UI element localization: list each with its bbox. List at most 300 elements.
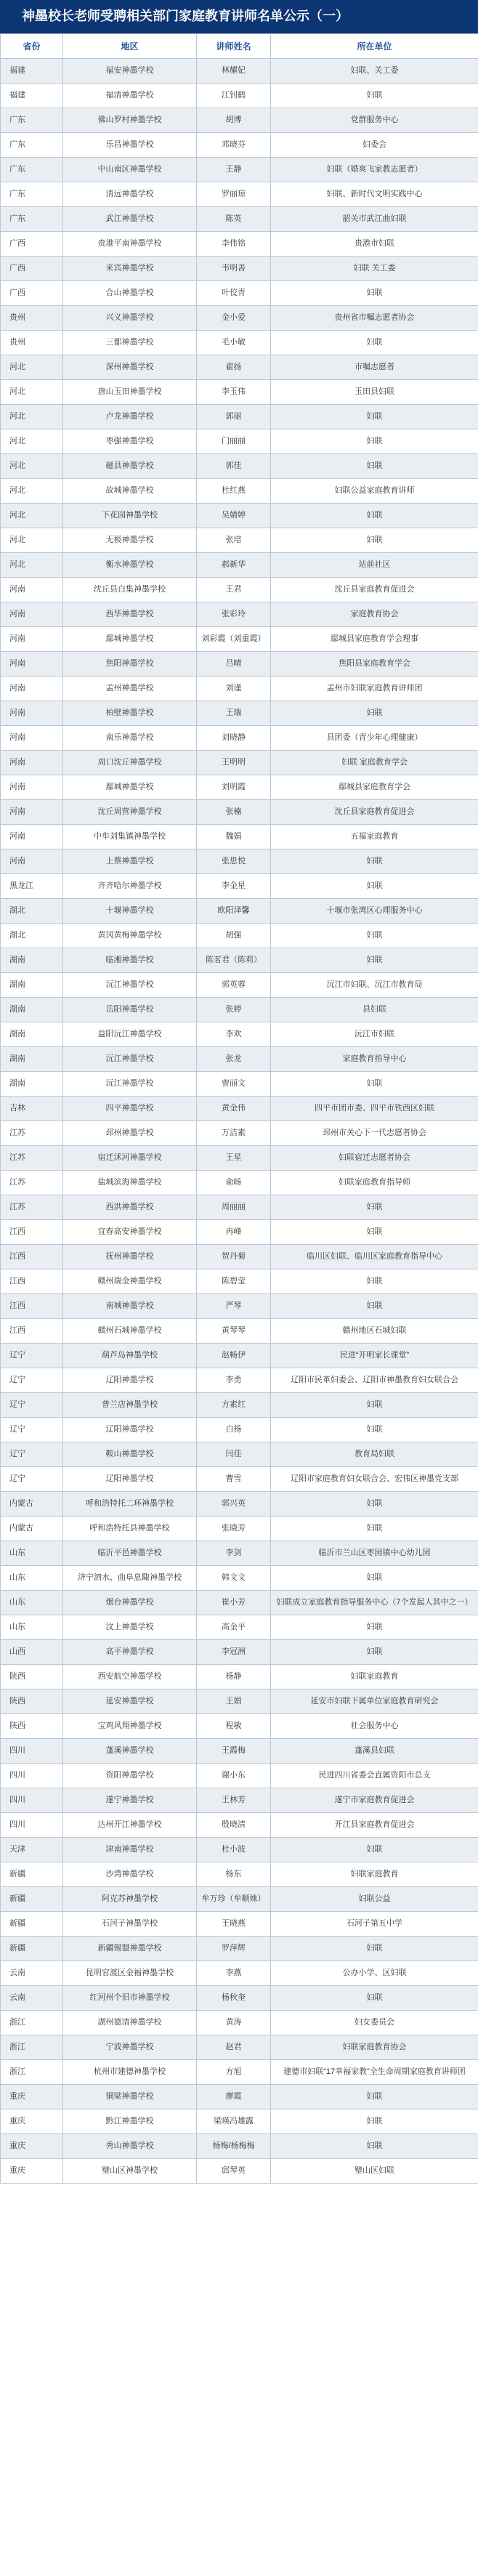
cell-region: 延安神墨学校: [63, 1689, 197, 1714]
cell-region: 达州开江神墨学校: [63, 1813, 197, 1838]
cell-province: 河南: [1, 849, 63, 874]
cell-region: 衡水神墨学校: [63, 553, 197, 578]
cell-region: 红河州个旧市神墨学校: [63, 1986, 197, 2011]
table-row: [1, 1319, 478, 1344]
cell-province: 内蒙古: [1, 1492, 63, 1517]
table-row: [1, 1146, 478, 1171]
cell-region: 唐山玉田神墨学校: [63, 380, 197, 405]
cell-province: 河北: [1, 553, 63, 578]
cell-lecturer-name: 张思悦: [197, 849, 271, 874]
table-row: [1, 751, 478, 775]
cell-region: 普兰店神墨学校: [63, 1393, 197, 1418]
cell-organization: 妇联: [271, 84, 478, 108]
cell-region: 宿迁沭河神墨学校: [63, 1146, 197, 1171]
cell-lecturer-name: 吴婧婷: [197, 504, 271, 528]
cell-organization: 贵州省市嘱志愿者协会: [271, 306, 478, 331]
cell-organization: 妇联: [271, 1615, 478, 1640]
cell-lecturer-name: 方旭: [197, 2060, 271, 2085]
cell-organization: 妇联: [271, 874, 478, 899]
cell-province: 四川: [1, 1788, 63, 1813]
cell-lecturer-name: 闫佳: [197, 1442, 271, 1467]
cell-region: 葫芦岛神墨学校: [63, 1344, 197, 1368]
cell-province: 辽宁: [1, 1418, 63, 1442]
cell-organization: 沅江市妇联、沅江市教育局: [271, 973, 478, 998]
cell-province: 浙江: [1, 2011, 63, 2035]
cell-lecturer-name: 王明明: [197, 751, 271, 775]
cell-province: 辽宁: [1, 1368, 63, 1393]
cell-lecturer-name: 李伟铭: [197, 232, 271, 257]
cell-organization: 妇联: [271, 1986, 478, 2011]
cell-lecturer-name: 陈英: [197, 207, 271, 232]
cell-lecturer-name: 李勇: [197, 1368, 271, 1393]
table-row: [1, 1121, 478, 1146]
cell-region: 汶上神墨学校: [63, 1615, 197, 1640]
cell-organization: 邳州市关心下一代志愿者协会: [271, 1121, 478, 1146]
cell-lecturer-name: 陈碧莹: [197, 1269, 271, 1294]
cell-organization: 县妇联: [271, 998, 478, 1022]
cell-lecturer-name: 刘明霞: [197, 775, 271, 800]
cell-lecturer-name: 高金平: [197, 1615, 271, 1640]
cell-organization: 妇联家庭教育协会: [271, 2035, 478, 2060]
cell-province: 新疆: [1, 1862, 63, 1887]
cell-province: 河南: [1, 627, 63, 652]
cell-region: 中山南区神墨学校: [63, 158, 197, 182]
cell-lecturer-name: 俞旸: [197, 1171, 271, 1195]
cell-lecturer-name: 黄琴琴: [197, 1319, 271, 1344]
table-row: [1, 1788, 478, 1813]
cell-organization: 孟州市妇联家庭教育讲师团: [271, 677, 478, 701]
cell-lecturer-name: 吕晴: [197, 652, 271, 677]
cell-province: 江苏: [1, 1195, 63, 1220]
cell-organization: 党群服务中心: [271, 108, 478, 133]
table-row: [1, 1492, 478, 1517]
cell-region: 新疆锡盟神墨学校: [63, 1937, 197, 1961]
cell-province: 河南: [1, 578, 63, 602]
cell-region: 辽阳神墨学校: [63, 1418, 197, 1442]
cell-lecturer-name: 陈茗君（陈莉）: [197, 948, 271, 973]
table-row: [1, 874, 478, 899]
cell-lecturer-name: 王晓燕: [197, 1912, 271, 1937]
cell-region: 秀山神墨学校: [63, 2134, 197, 2159]
cell-lecturer-name: 张婷: [197, 998, 271, 1022]
cell-organization: 妇联: [271, 2085, 478, 2109]
lecturer-table: [0, 33, 478, 2184]
cell-region: 辽阳神墨学校: [63, 1467, 197, 1492]
table-row: [1, 677, 478, 701]
table-row: [1, 627, 478, 652]
cell-region: 盐城滨海神墨学校: [63, 1171, 197, 1195]
cell-organization: 公办小学、区妇联: [271, 1961, 478, 1986]
cell-region: 十堰神墨学校: [63, 899, 197, 924]
cell-region: 邳州神墨学校: [63, 1121, 197, 1146]
cell-province: 广东: [1, 158, 63, 182]
cell-province: 河北: [1, 380, 63, 405]
cell-region: 西安航空神墨学校: [63, 1665, 197, 1689]
cell-province: 重庆: [1, 2159, 63, 2184]
table-row: [1, 1887, 478, 1912]
cell-lecturer-name: 王星: [197, 1146, 271, 1171]
cell-province: 广西: [1, 232, 63, 257]
cell-lecturer-name: 邱琴英: [197, 2159, 271, 2184]
cell-organization: 焦阳县家庭教育学会: [271, 652, 478, 677]
table-row: [1, 1862, 478, 1887]
cell-province: 新疆: [1, 1887, 63, 1912]
cell-province: 湖南: [1, 1047, 63, 1072]
cell-province: 福建: [1, 84, 63, 108]
cell-organization: 市嘱志愿者: [271, 355, 478, 380]
cell-region: 蓬溪神墨学校: [63, 1739, 197, 1764]
cell-province: 山东: [1, 1615, 63, 1640]
cell-province: 重庆: [1, 2109, 63, 2134]
cell-region: 抚州神墨学校: [63, 1245, 197, 1269]
cell-region: 沙湾神墨学校: [63, 1862, 197, 1887]
cell-lecturer-name: 邓晓芬: [197, 133, 271, 158]
table-row: [1, 825, 478, 849]
cell-region: 孟州神墨学校: [63, 677, 197, 701]
cell-region: 遂宁神墨学校: [63, 1788, 197, 1813]
table-row: [1, 528, 478, 553]
table-row: [1, 775, 478, 800]
cell-organization: 妇联、关工委: [271, 59, 478, 84]
cell-organization: 妇联: [271, 1294, 478, 1319]
cell-lecturer-name: 张龙: [197, 1047, 271, 1072]
cell-region: 津南神墨学校: [63, 1838, 197, 1862]
table-row: [1, 1961, 478, 1986]
cell-lecturer-name: 周丽丽: [197, 1195, 271, 1220]
cell-organization: 妇联: [271, 331, 478, 355]
cell-province: 山东: [1, 1566, 63, 1591]
cell-province: 江西: [1, 1319, 63, 1344]
cell-lecturer-name: 郭佳: [197, 454, 271, 479]
table-row: [1, 1195, 478, 1220]
cell-lecturer-name: 王霞梅: [197, 1739, 271, 1764]
cell-region: 沅江神墨学校: [63, 1047, 197, 1072]
cell-organization: 妇联: [271, 1492, 478, 1517]
cell-lecturer-name: 杨秋奎: [197, 1986, 271, 2011]
cell-region: 周口沈丘神墨学校: [63, 751, 197, 775]
cell-organization: 璧山区妇联: [271, 2159, 478, 2184]
cell-lecturer-name: 严琴: [197, 1294, 271, 1319]
cell-lecturer-name: 胡博: [197, 108, 271, 133]
cell-province: 河南: [1, 726, 63, 751]
table-row: [1, 1294, 478, 1319]
cell-province: 辽宁: [1, 1442, 63, 1467]
cell-lecturer-name: 李金星: [197, 874, 271, 899]
cell-lecturer-name: 冉峰: [197, 1220, 271, 1245]
cell-organization: 站前社区: [271, 553, 478, 578]
cell-region: 兴义神墨学校: [63, 306, 197, 331]
cell-region: 黔江神墨学校: [63, 2109, 197, 2134]
cell-lecturer-name: 毛小敏: [197, 331, 271, 355]
cell-province: 河南: [1, 602, 63, 627]
cell-lecturer-name: 王瑞: [197, 701, 271, 726]
cell-lecturer-name: 刘晓静: [197, 726, 271, 751]
cell-lecturer-name: 张培: [197, 528, 271, 553]
cell-organization: 教育局妇联: [271, 1442, 478, 1467]
cell-lecturer-name: 郭兴英: [197, 1492, 271, 1517]
cell-organization: 妇联: [271, 2134, 478, 2159]
cell-organization: 妇联: [271, 1937, 478, 1961]
table-row: [1, 2109, 478, 2134]
cell-lecturer-name: 韩文文: [197, 1566, 271, 1591]
table-row: [1, 479, 478, 504]
cell-region: 济宁泗水、曲阜息陬神墨学校: [63, 1566, 197, 1591]
cell-organization: 四平市团市委、四平市铁西区妇联: [271, 1097, 478, 1121]
cell-province: 广东: [1, 207, 63, 232]
table-row: [1, 108, 478, 133]
table-row: [1, 1467, 478, 1492]
cell-lecturer-name: 李玉伟: [197, 380, 271, 405]
cell-province: 江西: [1, 1220, 63, 1245]
table-row: [1, 701, 478, 726]
table-row: [1, 1764, 478, 1788]
cell-province: 河北: [1, 405, 63, 429]
cell-region: 阿克苏神墨学校: [63, 1887, 197, 1912]
header-region: 地区: [63, 34, 197, 59]
cell-province: 广东: [1, 133, 63, 158]
cell-organization: 妇联宿迁志愿者协会: [271, 1146, 478, 1171]
cell-province: 江苏: [1, 1121, 63, 1146]
table-row: [1, 504, 478, 528]
cell-province: 黑龙江: [1, 874, 63, 899]
cell-lecturer-name: 张楠: [197, 800, 271, 825]
table-row: [1, 800, 478, 825]
cell-region: 柏壁神墨学校: [63, 701, 197, 726]
cell-organization: 五福家庭教育: [271, 825, 478, 849]
cell-region: 赣州石城神墨学校: [63, 1319, 197, 1344]
cell-region: 呼和浩特托二环神墨学校: [63, 1492, 197, 1517]
table-row: [1, 652, 478, 677]
cell-region: 高平神墨学校: [63, 1640, 197, 1665]
cell-organization: 沈丘县家庭教育促进会: [271, 578, 478, 602]
cell-lecturer-name: 杜小波: [197, 1838, 271, 1862]
cell-lecturer-name: 黄金伟: [197, 1097, 271, 1121]
cell-organization: 玉田县妇联: [271, 380, 478, 405]
cell-organization: 妇联、新时代文明实践中心: [271, 182, 478, 207]
cell-province: 重庆: [1, 2085, 63, 2109]
cell-lecturer-name: 李冠洲: [197, 1640, 271, 1665]
cell-region: 枣强神墨学校: [63, 429, 197, 454]
cell-lecturer-name: 赵君: [197, 2035, 271, 2060]
table-row: [1, 1912, 478, 1937]
cell-province: 陕西: [1, 1665, 63, 1689]
cell-region: 鞍山神墨学校: [63, 1442, 197, 1467]
cell-region: 杭州市建德神墨学校: [63, 2060, 197, 2085]
table-row: [1, 1615, 478, 1640]
cell-region: 资阳神墨学校: [63, 1764, 197, 1788]
table-row: [1, 1245, 478, 1269]
cell-organization: 赣州地区石城妇联: [271, 1319, 478, 1344]
cell-region: 下花园神墨学校: [63, 504, 197, 528]
cell-region: 故城神墨学校: [63, 479, 197, 504]
cell-province: 河北: [1, 454, 63, 479]
table-row: [1, 1838, 478, 1862]
table-row: [1, 1517, 478, 1541]
cell-organization: 妇女委员会: [271, 2011, 478, 2035]
cell-lecturer-name: 王娟: [197, 1689, 271, 1714]
cell-lecturer-name: 罗萍辉: [197, 1937, 271, 1961]
cell-lecturer-name: 殷晓清: [197, 1813, 271, 1838]
table-row: [1, 899, 478, 924]
document-title: 神墨校长老师受聘相关部门家庭教育讲师名单公示（一）: [0, 0, 478, 33]
cell-lecturer-name: 白杨: [197, 1418, 271, 1442]
cell-region: 昆明官渡区金福神墨学校: [63, 1961, 197, 1986]
cell-province: 河南: [1, 751, 63, 775]
cell-organization: 妇联家庭教育: [271, 1862, 478, 1887]
cell-province: 湖南: [1, 1072, 63, 1097]
table-row: [1, 331, 478, 355]
cell-region: 湖州德清神墨学校: [63, 2011, 197, 2035]
cell-region: 佛山罗村神墨学校: [63, 108, 197, 133]
cell-region: 中牟刘集镇神墨学校: [63, 825, 197, 849]
cell-region: 临沂平邑神墨学校: [63, 1541, 197, 1566]
table-row: [1, 1986, 478, 2011]
cell-province: 贵州: [1, 306, 63, 331]
cell-lecturer-name: 崔小芳: [197, 1591, 271, 1615]
cell-organization: 妇联: [271, 1072, 478, 1097]
cell-province: 四川: [1, 1764, 63, 1788]
cell-province: 内蒙古: [1, 1517, 63, 1541]
table-row: [1, 1344, 478, 1368]
cell-province: 河南: [1, 800, 63, 825]
cell-region: 铜梁神墨学校: [63, 2085, 197, 2109]
cell-province: 河南: [1, 701, 63, 726]
cell-organization: 遂宁市家庭教育促进会: [271, 1788, 478, 1813]
cell-province: 江苏: [1, 1146, 63, 1171]
table-row: [1, 1368, 478, 1393]
cell-region: 鄢城神墨学校: [63, 775, 197, 800]
cell-province: 四川: [1, 1813, 63, 1838]
cell-organization: 妇联: [271, 429, 478, 454]
cell-region: 沈丘周营神墨学校: [63, 800, 197, 825]
cell-province: 江西: [1, 1269, 63, 1294]
cell-lecturer-name: 王林芳: [197, 1788, 271, 1813]
cell-organization: 延安市妇联下属单位家庭教育研究会: [271, 1689, 478, 1714]
cell-province: 贵州: [1, 331, 63, 355]
cell-lecturer-name: 牟万珍（牟顺姝）: [197, 1887, 271, 1912]
cell-organization: 开江县家庭教育促进会: [271, 1813, 478, 1838]
cell-organization: 石河子第五中学: [271, 1912, 478, 1937]
cell-organization: 妇联: [271, 948, 478, 973]
cell-region: 西华神墨学校: [63, 602, 197, 627]
cell-organization: 妇联: [271, 701, 478, 726]
cell-province: 福建: [1, 59, 63, 84]
cell-region: 沅江神墨学校: [63, 1072, 197, 1097]
table-row: [1, 1418, 478, 1442]
cell-region: 益阳沅江神墨学校: [63, 1022, 197, 1047]
cell-region: 焦阳神墨学校: [63, 652, 197, 677]
cell-region: 福安神墨学校: [63, 59, 197, 84]
table-row: [1, 849, 478, 874]
table-row: [1, 1541, 478, 1566]
cell-region: 黄冈黄梅神墨学校: [63, 924, 197, 948]
cell-region: 四平神墨学校: [63, 1097, 197, 1121]
cell-region: 齐齐哈尔神墨学校: [63, 874, 197, 899]
cell-lecturer-name: 杨梅/杨梅梅: [197, 2134, 271, 2159]
cell-organization: 妇联: [271, 1418, 478, 1442]
cell-region: 南城神墨学校: [63, 1294, 197, 1319]
cell-organization: 妇联公益: [271, 1887, 478, 1912]
table-header-row: [1, 34, 478, 59]
table-row: [1, 59, 478, 84]
cell-region: 沈丘县白集神墨学校: [63, 578, 197, 602]
cell-lecturer-name: 郭英蓉: [197, 973, 271, 998]
cell-province: 陕西: [1, 1714, 63, 1739]
cell-organization: 临沂市兰山区枣园镇中心幼儿园: [271, 1541, 478, 1566]
table-row: [1, 2060, 478, 2085]
table-row: [1, 1689, 478, 1714]
cell-region: 深州神墨学校: [63, 355, 197, 380]
cell-province: 天津: [1, 1838, 63, 1862]
cell-region: 乐昌神墨学校: [63, 133, 197, 158]
cell-province: 湖南: [1, 1022, 63, 1047]
table-row: [1, 2035, 478, 2060]
cell-region: 临湘神墨学校: [63, 948, 197, 973]
cell-lecturer-name: 郝新华: [197, 553, 271, 578]
cell-organization: 妇联家庭教育指导师: [271, 1171, 478, 1195]
cell-organization: 妇委会: [271, 133, 478, 158]
cell-organization: 妇联: [271, 1220, 478, 1245]
table-row: [1, 1393, 478, 1418]
cell-organization: 妇联（婚爽飞家教志愿者）: [271, 158, 478, 182]
cell-lecturer-name: 欧阳泽馨: [197, 899, 271, 924]
cell-province: 浙江: [1, 2060, 63, 2085]
cell-province: 河南: [1, 677, 63, 701]
table-row: [1, 84, 478, 108]
cell-province: 新疆: [1, 1937, 63, 1961]
table-row: [1, 1937, 478, 1961]
table-row: [1, 553, 478, 578]
cell-province: 湖南: [1, 998, 63, 1022]
cell-organization: 妇联: [271, 2109, 478, 2134]
cell-province: 辽宁: [1, 1467, 63, 1492]
table-row: [1, 257, 478, 281]
cell-lecturer-name: 梁瑛冯雄露: [197, 2109, 271, 2134]
table-row: [1, 207, 478, 232]
cell-lecturer-name: 胡强: [197, 924, 271, 948]
table-row: [1, 602, 478, 627]
cell-organization: 鄢城县家庭教育学会: [271, 775, 478, 800]
table-row: [1, 2011, 478, 2035]
cell-lecturer-name: 金小爱: [197, 306, 271, 331]
cell-organization: 妇联: [271, 1517, 478, 1541]
cell-lecturer-name: 郭丽: [197, 405, 271, 429]
table-row: [1, 1640, 478, 1665]
cell-lecturer-name: 翟扬: [197, 355, 271, 380]
cell-organization: 妇联: [271, 1195, 478, 1220]
cell-organization: 贵港市妇联: [271, 232, 478, 257]
cell-province: 河南: [1, 652, 63, 677]
cell-province: 广东: [1, 182, 63, 207]
cell-lecturer-name: 方素红: [197, 1393, 271, 1418]
cell-organization: 建德市妇联“17幸福家教”全生命周期家庭教育讲师团: [271, 2060, 478, 2085]
cell-region: 无极神墨学校: [63, 528, 197, 553]
table-row: [1, 1665, 478, 1689]
header-organization: 所在单位: [271, 34, 478, 59]
cell-province: 广西: [1, 257, 63, 281]
cell-organization: 家庭教育指导中心: [271, 1047, 478, 1072]
cell-lecturer-name: 廖霞: [197, 2085, 271, 2109]
cell-organization: 妇联: [271, 281, 478, 306]
cell-province: 云南: [1, 1961, 63, 1986]
cell-lecturer-name: 万洁素: [197, 1121, 271, 1146]
cell-region: 宜春高安神墨学校: [63, 1220, 197, 1245]
cell-province: 四川: [1, 1739, 63, 1764]
table-body: [1, 59, 478, 2184]
cell-region: 西洪神墨学校: [63, 1195, 197, 1220]
cell-organization: 社会服务中心: [271, 1714, 478, 1739]
cell-organization: 沅江市妇联: [271, 1022, 478, 1047]
